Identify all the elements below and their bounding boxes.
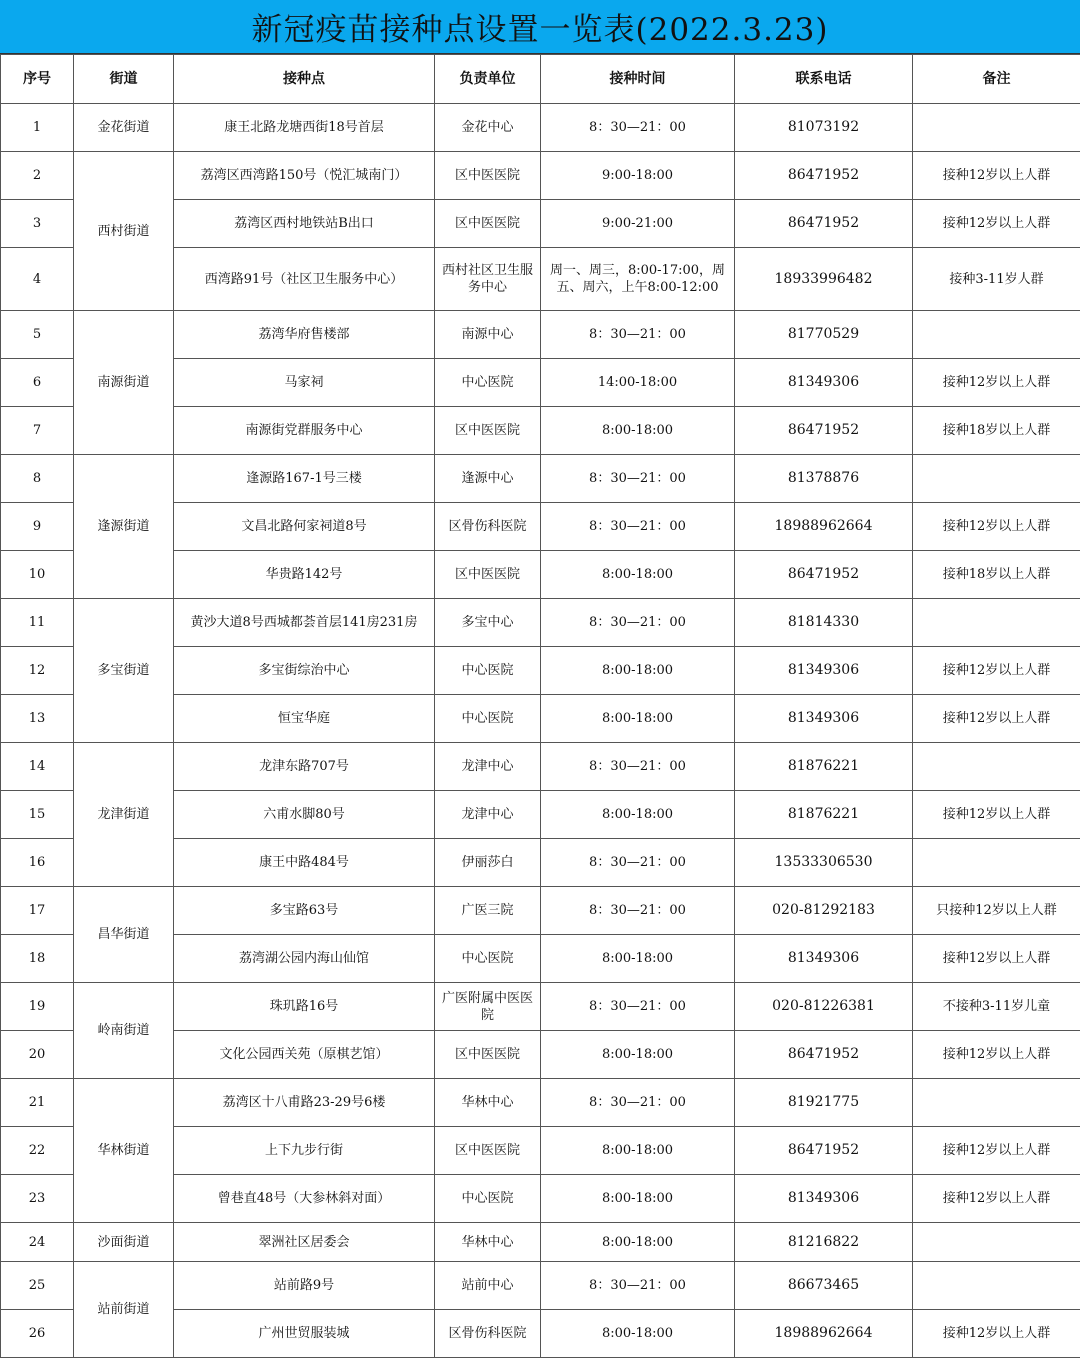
row-note: 接种3-11岁人群 [913,248,1080,311]
row-phone: 81349306 [735,695,913,743]
row-phone: 86471952 [735,551,913,599]
row-unit: 区中医医院 [435,200,541,248]
row-no: 9 [1,503,74,551]
row-note: 接种18岁以上人群 [913,407,1080,455]
row-no: 11 [1,599,74,647]
row-site: 荔湾湖公园内海山仙馆 [174,935,435,983]
row-site: 龙津东路707号 [174,743,435,791]
page-title: 新冠疫苗接种点设置一览表(2022.3.23) [252,4,829,49]
row-unit: 伊丽莎白 [435,839,541,887]
row-street: 华林街道 [74,1079,174,1223]
row-phone: 81814330 [735,599,913,647]
row-time: 8：30—21：00 [541,887,735,935]
row-site: 多宝路63号 [174,887,435,935]
row-time: 8:00-18:00 [541,935,735,983]
row-street: 西村街道 [74,152,174,311]
row-time: 8:00-18:00 [541,1031,735,1079]
row-site: 曾巷直48号（大参林斜对面） [174,1175,435,1223]
header-street: 街道 [74,55,174,104]
row-site: 多宝街综治中心 [174,647,435,695]
row-phone: 020-81292183 [735,887,913,935]
row-time: 8:00-18:00 [541,647,735,695]
row-note [913,1079,1080,1127]
row-unit: 中心医院 [435,359,541,407]
row-unit: 龙津中心 [435,743,541,791]
row-phone: 86471952 [735,1127,913,1175]
table-row [1,1223,1080,1262]
row-site: 上下九步行街 [174,1127,435,1175]
table-row [1,599,1080,647]
row-site: 黄沙大道8号西城都荟首层141房231房 [174,599,435,647]
row-unit: 区中医医院 [435,152,541,200]
row-no: 24 [1,1223,74,1262]
row-note [913,455,1080,503]
row-time: 8:00-18:00 [541,1223,735,1262]
row-time: 9:00-21:00 [541,200,735,248]
table-row [1,983,1080,1031]
row-unit: 区骨伤科医院 [435,503,541,551]
row-site: 恒宝华庭 [174,695,435,743]
row-unit: 区中医医院 [435,1031,541,1079]
row-note: 接种12岁以上人群 [913,1175,1080,1223]
row-site: 翠洲社区居委会 [174,1223,435,1262]
row-site: 荔湾区西湾路150号（悦汇城南门） [174,152,435,200]
row-note: 接种12岁以上人群 [913,359,1080,407]
row-note: 接种12岁以上人群 [913,503,1080,551]
row-unit: 龙津中心 [435,791,541,839]
row-note [913,599,1080,647]
row-note [913,1262,1080,1310]
row-time: 9:00-18:00 [541,152,735,200]
row-note: 接种12岁以上人群 [913,791,1080,839]
row-site: 康王北路龙塘西街18号首层 [174,104,435,152]
row-phone: 81378876 [735,455,913,503]
row-note: 只接种12岁以上人群 [913,887,1080,935]
row-no: 21 [1,1079,74,1127]
row-time: 8:00-18:00 [541,407,735,455]
row-street: 沙面街道 [74,1223,174,1262]
row-site: 六甫水脚80号 [174,791,435,839]
row-phone: 81349306 [735,1175,913,1223]
row-site: 站前路9号 [174,1262,435,1310]
row-time: 8：30—21：00 [541,311,735,359]
row-unit: 逢源中心 [435,455,541,503]
row-no: 13 [1,695,74,743]
table-row [1,152,1080,200]
row-unit: 中心医院 [435,695,541,743]
row-note [913,743,1080,791]
row-phone: 81349306 [735,359,913,407]
row-phone: 81876221 [735,743,913,791]
row-phone: 81921775 [735,1079,913,1127]
row-no: 19 [1,983,74,1031]
row-unit: 中心医院 [435,1175,541,1223]
row-time: 8：30—21：00 [541,839,735,887]
table-body [1,104,1080,1358]
row-time: 14:00-18:00 [541,359,735,407]
row-note [913,839,1080,887]
table-row [1,887,1080,935]
row-unit: 多宝中心 [435,599,541,647]
row-time: 8：30—21：00 [541,983,735,1031]
row-time: 8：30—21：00 [541,743,735,791]
row-phone: 81770529 [735,311,913,359]
row-unit: 中心医院 [435,647,541,695]
row-no: 10 [1,551,74,599]
row-time: 8：30—21：00 [541,503,735,551]
row-phone: 86471952 [735,1031,913,1079]
row-note: 接种12岁以上人群 [913,152,1080,200]
row-note [913,104,1080,152]
header-row [1,55,1080,104]
row-phone: 81349306 [735,647,913,695]
row-no: 18 [1,935,74,983]
row-time: 8：30—21：00 [541,1079,735,1127]
row-street: 逢源街道 [74,455,174,599]
row-no: 17 [1,887,74,935]
title-bar [0,0,1080,54]
row-phone: 81349306 [735,935,913,983]
row-no: 22 [1,1127,74,1175]
row-unit: 广医附属中医医院 [435,983,541,1031]
row-unit: 南源中心 [435,311,541,359]
header-site: 接种点 [174,55,435,104]
row-phone: 86471952 [735,407,913,455]
row-street: 多宝街道 [74,599,174,743]
row-note: 不接种3-11岁儿童 [913,983,1080,1031]
row-phone: 18933996482 [735,248,913,311]
row-no: 20 [1,1031,74,1079]
row-phone: 81073192 [735,104,913,152]
row-no: 5 [1,311,74,359]
row-street: 龙津街道 [74,743,174,887]
row-no: 3 [1,200,74,248]
row-unit: 区中医医院 [435,407,541,455]
row-time: 8：30—21：00 [541,455,735,503]
row-no: 23 [1,1175,74,1223]
row-unit: 区中医医院 [435,551,541,599]
row-unit: 区中医医院 [435,1127,541,1175]
row-phone: 81876221 [735,791,913,839]
row-no: 14 [1,743,74,791]
vaccination-table [0,54,1080,1358]
row-time: 8：30—21：00 [541,599,735,647]
row-street: 岭南街道 [74,983,174,1079]
row-unit: 广医三院 [435,887,541,935]
row-unit: 金花中心 [435,104,541,152]
row-no: 15 [1,791,74,839]
row-note: 接种12岁以上人群 [913,935,1080,983]
row-no: 7 [1,407,74,455]
row-site: 康王中路484号 [174,839,435,887]
row-street: 昌华街道 [74,887,174,983]
header-no: 序号 [1,55,74,104]
row-no: 25 [1,1262,74,1310]
row-street: 金花街道 [74,104,174,152]
row-site: 荔湾华府售楼部 [174,311,435,359]
row-unit: 华林中心 [435,1079,541,1127]
header-unit: 负责单位 [435,55,541,104]
header-note: 备注 [913,55,1080,104]
table-row [1,1262,1080,1310]
row-note: 接种12岁以上人群 [913,1310,1080,1358]
header-phone: 联系电话 [735,55,913,104]
row-phone: 18988962664 [735,503,913,551]
row-site: 文化公园西关苑（原棋艺馆） [174,1031,435,1079]
row-phone: 86471952 [735,152,913,200]
table-row [1,104,1080,152]
row-unit: 区骨伤科医院 [435,1310,541,1358]
row-note [913,311,1080,359]
row-site: 广州世贸服装城 [174,1310,435,1358]
row-time: 8：30—21：00 [541,104,735,152]
row-phone: 18988962664 [735,1310,913,1358]
row-note: 接种12岁以上人群 [913,695,1080,743]
row-time: 8:00-18:00 [541,791,735,839]
row-site: 文昌北路何家祠道8号 [174,503,435,551]
row-no: 2 [1,152,74,200]
row-street: 站前街道 [74,1262,174,1358]
row-note: 接种18岁以上人群 [913,551,1080,599]
table-row [1,1079,1080,1127]
row-phone: 86673465 [735,1262,913,1310]
row-time: 8:00-18:00 [541,1127,735,1175]
row-note: 接种12岁以上人群 [913,1127,1080,1175]
row-site: 南源街党群服务中心 [174,407,435,455]
row-no: 4 [1,248,74,311]
row-phone: 13533306530 [735,839,913,887]
row-site: 珠玑路16号 [174,983,435,1031]
row-site: 马家祠 [174,359,435,407]
header-time: 接种时间 [541,55,735,104]
row-note: 接种12岁以上人群 [913,1031,1080,1079]
row-no: 6 [1,359,74,407]
row-unit: 中心医院 [435,935,541,983]
row-site: 逢源路167-1号三楼 [174,455,435,503]
row-time: 周一、周三，8:00-17:00，周五、周六，上午8:00-12:00 [541,248,735,311]
table-row [1,455,1080,503]
row-no: 16 [1,839,74,887]
row-street: 南源街道 [74,311,174,455]
row-time: 8：30—21：00 [541,1262,735,1310]
row-unit: 华林中心 [435,1223,541,1262]
table-row [1,743,1080,791]
row-time: 8:00-18:00 [541,695,735,743]
row-site: 荔湾区十八甫路23-29号6楼 [174,1079,435,1127]
row-note: 接种12岁以上人群 [913,647,1080,695]
row-unit: 站前中心 [435,1262,541,1310]
row-site: 华贵路142号 [174,551,435,599]
row-no: 8 [1,455,74,503]
row-site: 西湾路91号（社区卫生服务中心） [174,248,435,311]
row-time: 8:00-18:00 [541,551,735,599]
row-no: 26 [1,1310,74,1358]
row-time: 8:00-18:00 [541,1310,735,1358]
table-row [1,311,1080,359]
row-no: 12 [1,647,74,695]
row-unit: 西村社区卫生服务中心 [435,248,541,311]
row-note: 接种12岁以上人群 [913,200,1080,248]
row-phone: 86471952 [735,200,913,248]
row-phone: 81216822 [735,1223,913,1262]
row-note [913,1223,1080,1262]
row-site: 荔湾区西村地铁站B出口 [174,200,435,248]
row-no: 1 [1,104,74,152]
row-time: 8:00-18:00 [541,1175,735,1223]
row-phone: 020-81226381 [735,983,913,1031]
